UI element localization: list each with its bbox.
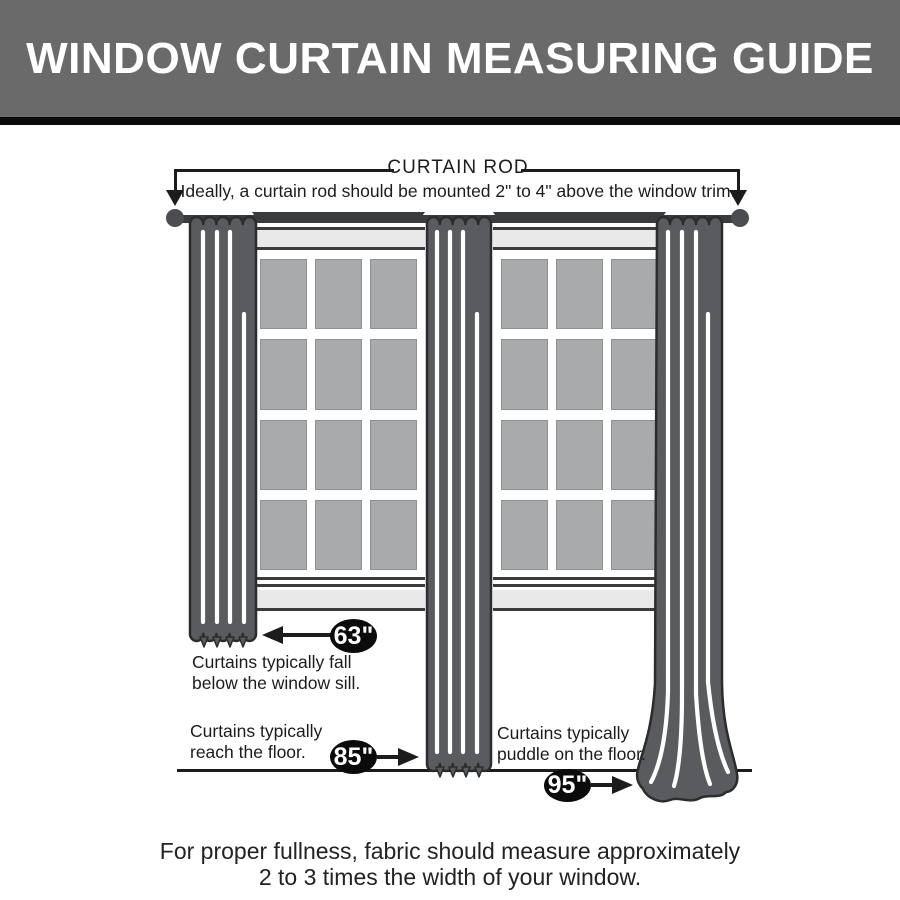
window-pane-grid [252,250,425,577]
window-pane [370,420,417,490]
measurement-badge-63: 63" [330,619,377,653]
footer-line-2: 2 to 3 times the width of your window. [258,864,642,890]
footer-caption [0,838,900,890]
measurement-badge-85: 85" [330,740,377,774]
measure-arrow-95 [591,783,613,787]
window-pane [501,339,548,409]
measurement-badge-95: 95" [544,769,591,802]
window-left [252,212,425,611]
header-banner [0,0,900,117]
measure-arrow-85 [377,755,399,759]
window-pane [260,500,307,570]
curtain-panel-floor-length [425,214,493,780]
window-pane [556,420,603,490]
measurement-note-95: Curtains typically puddle on the floor. [497,723,646,764]
window-pane [556,339,603,409]
footer-line-1: For proper fullness, fabric should measure approximately [159,838,741,864]
left-arrow-icon [262,626,283,644]
window-head-bar [252,230,425,247]
window-pane [260,420,307,490]
window-pane [556,500,603,570]
curtain-panel-sill-length [188,214,258,650]
right-arrow-icon [398,748,419,766]
window-pane [370,339,417,409]
window-pane [370,500,417,570]
curtain-panel-puddle-length [630,214,742,806]
header-divider [0,117,900,125]
window-pane [501,420,548,490]
window-sill-bar [252,590,425,608]
window-pane [370,259,417,329]
window-pane [315,420,362,490]
window-sill-line [252,608,425,611]
measurement-note-85: Curtains typically reach the floor. [190,721,323,762]
window-pane [501,500,548,570]
measure-arrow-63 [281,633,333,637]
window-pane [501,259,548,329]
measurement-note-63: Curtains typically fall below the window sill. [192,652,361,693]
right-arrow-icon [612,776,633,794]
page-title: WINDOW CURTAIN MEASURING GUIDE [26,33,874,83]
window-pane [260,259,307,329]
window-pane [556,259,603,329]
rod-finial-left [166,209,184,227]
window-top-trim [252,212,425,222]
window-pane [315,259,362,329]
window-pane [260,339,307,409]
window-pane [315,500,362,570]
curtain-rod-label: CURTAIN ROD [387,157,529,178]
curtain-rod-description: Ideally, a curtain rod should be mounted 2" to 4" above the window trim. [180,181,736,201]
window-pane [315,339,362,409]
